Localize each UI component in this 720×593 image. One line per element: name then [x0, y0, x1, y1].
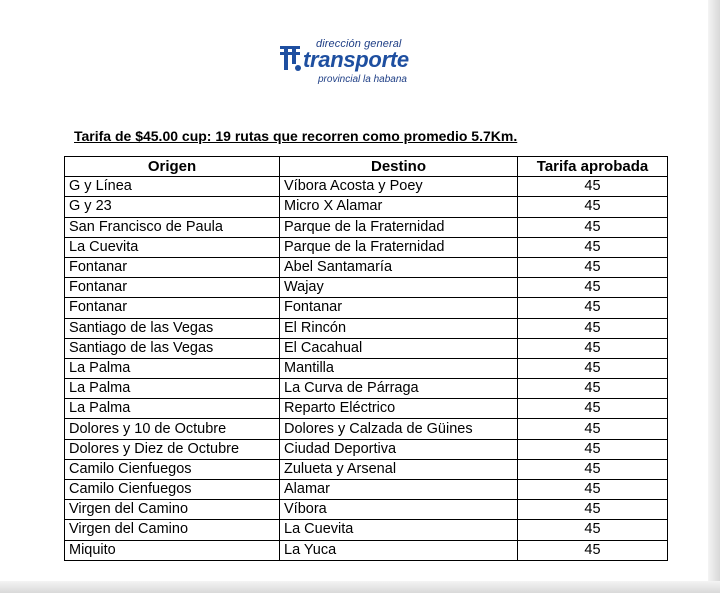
- cell-origen: Dolores y 10 de Octubre: [65, 419, 280, 439]
- table-row: [65, 540, 668, 560]
- cell-origen: La Palma: [65, 379, 280, 399]
- table-row: [65, 298, 668, 318]
- cell-tarifa: 45: [518, 399, 668, 419]
- table-row: [65, 318, 668, 338]
- cell-tarifa: 45: [518, 419, 668, 439]
- cell-tarifa: 45: [518, 520, 668, 540]
- cell-tarifa: 45: [518, 237, 668, 257]
- header-destino: Destino: [280, 157, 518, 177]
- header-tarifa: Tarifa aprobada: [518, 157, 668, 177]
- cell-tarifa: 45: [518, 217, 668, 237]
- cell-destino: Dolores y Calzada de Güines: [280, 419, 518, 439]
- cell-origen: Dolores y Diez de Octubre: [65, 439, 280, 459]
- cell-tarifa: 45: [518, 197, 668, 217]
- cell-destino: La Curva de Párraga: [280, 379, 518, 399]
- table-row: [65, 177, 668, 197]
- page-edge-bottom: [0, 581, 720, 593]
- logo-brand: transporte: [303, 47, 409, 72]
- cell-tarifa: 45: [518, 278, 668, 298]
- table-row: [65, 338, 668, 358]
- cell-destino: Wajay: [280, 278, 518, 298]
- cell-destino: El Rincón: [280, 318, 518, 338]
- cell-destino: Zulueta y Arsenal: [280, 459, 518, 479]
- header-origen: Origen: [65, 157, 280, 177]
- cell-origen: Fontanar: [65, 278, 280, 298]
- cell-origen: Miquito: [65, 540, 280, 560]
- cell-tarifa: 45: [518, 540, 668, 560]
- cell-origen: Camilo Cienfuegos: [65, 459, 280, 479]
- cell-origen: Virgen del Camino: [65, 520, 280, 540]
- table-row: [65, 358, 668, 378]
- cell-destino: La Cuevita: [280, 520, 518, 540]
- cell-origen: La Palma: [65, 358, 280, 378]
- table-row: [65, 197, 668, 217]
- table-row: [65, 217, 668, 237]
- cell-origen: La Cuevita: [65, 237, 280, 257]
- cell-origen: G y 23: [65, 197, 280, 217]
- cell-origen: Virgen del Camino: [65, 500, 280, 520]
- cell-destino: La Yuca: [280, 540, 518, 560]
- table-row: [65, 257, 668, 277]
- cell-origen: Santiago de las Vegas: [65, 318, 280, 338]
- cell-tarifa: 45: [518, 177, 668, 197]
- transporte-logo: [278, 36, 418, 86]
- table-row: [65, 278, 668, 298]
- cell-destino: Abel Santamaría: [280, 257, 518, 277]
- table-row: [65, 480, 668, 500]
- routes-table: [64, 156, 668, 561]
- cell-origen: Fontanar: [65, 257, 280, 277]
- cell-origen: Camilo Cienfuegos: [65, 480, 280, 500]
- cell-tarifa: 45: [518, 338, 668, 358]
- logo-bottom-line: provincial la habana: [318, 74, 407, 85]
- table-header-row: [65, 157, 668, 177]
- cell-destino: Fontanar: [280, 298, 518, 318]
- cell-tarifa: 45: [518, 379, 668, 399]
- cell-tarifa: 45: [518, 298, 668, 318]
- cell-tarifa: 45: [518, 439, 668, 459]
- document-title: Tarifa de $45.00 cup: 19 rutas que recorren como promedio 5.7Km.: [74, 128, 518, 144]
- table-row: [65, 399, 668, 419]
- page-edge-right: [708, 0, 720, 593]
- cell-tarifa: 45: [518, 318, 668, 338]
- cell-tarifa: 45: [518, 459, 668, 479]
- cell-destino: Víbora: [280, 500, 518, 520]
- cell-origen: G y Línea: [65, 177, 280, 197]
- table-row: [65, 419, 668, 439]
- cell-destino: El Cacahual: [280, 338, 518, 358]
- cell-tarifa: 45: [518, 480, 668, 500]
- cell-destino: Alamar: [280, 480, 518, 500]
- table-row: [65, 520, 668, 540]
- table-row: [65, 439, 668, 459]
- cell-destino: Parque de la Fraternidad: [280, 217, 518, 237]
- cell-origen: Fontanar: [65, 298, 280, 318]
- transporte-logo-icon: [278, 44, 304, 74]
- table-row: [65, 459, 668, 479]
- cell-destino: Mantilla: [280, 358, 518, 378]
- table-row: [65, 237, 668, 257]
- cell-tarifa: 45: [518, 257, 668, 277]
- logo-top-line: dirección general: [316, 38, 402, 50]
- cell-origen: San Francisco de Paula: [65, 217, 280, 237]
- cell-tarifa: 45: [518, 500, 668, 520]
- cell-destino: Micro X Alamar: [280, 197, 518, 217]
- cell-destino: Reparto Eléctrico: [280, 399, 518, 419]
- cell-destino: Parque de la Fraternidad: [280, 237, 518, 257]
- cell-tarifa: 45: [518, 358, 668, 378]
- cell-destino: Víbora Acosta y Poey: [280, 177, 518, 197]
- cell-origen: La Palma: [65, 399, 280, 419]
- cell-destino: Ciudad Deportiva: [280, 439, 518, 459]
- table-row: [65, 500, 668, 520]
- cell-origen: Santiago de las Vegas: [65, 338, 280, 358]
- table-row: [65, 379, 668, 399]
